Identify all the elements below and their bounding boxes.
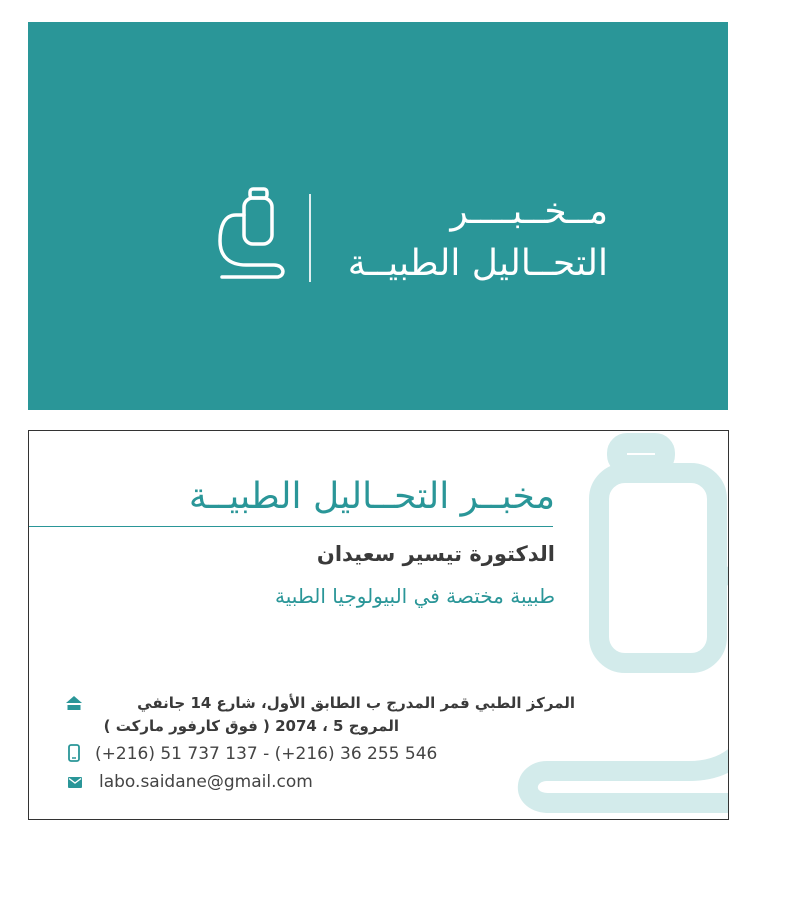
doctor-specialty: طبيبة مختصة في البيولوجيا الطبية xyxy=(275,584,555,608)
phone-numbers: (+216) 51 737 137 - (+216) 36 255 546 xyxy=(95,744,438,764)
card-front xyxy=(28,22,728,410)
microscope-bottle-icon xyxy=(214,185,290,289)
home-icon xyxy=(65,695,83,711)
card-back xyxy=(28,430,729,820)
logo-title-line1: مــخــبــــر xyxy=(450,191,608,232)
logo-divider xyxy=(309,194,311,282)
address-line1: المركز الطبي قمر المدرج ب الطابق الأول، شارع 14 جانفي xyxy=(137,694,575,712)
title-divider xyxy=(29,526,553,527)
envelope-icon xyxy=(68,777,82,788)
lab-title: مخبــر التحــاليل الطبيــة xyxy=(188,476,555,517)
logo-title-line2: التحــاليل الطبيــة xyxy=(347,243,608,284)
doctor-name: الدكتورة تيسير سعيدان xyxy=(316,542,555,566)
email-address[interactable]: labo.saidane@gmail.com xyxy=(99,772,313,792)
address-line2: المروج 5 ، 2074 ( فوق كارفور ماركت ) xyxy=(103,717,399,735)
mobile-phone-icon xyxy=(68,744,80,762)
